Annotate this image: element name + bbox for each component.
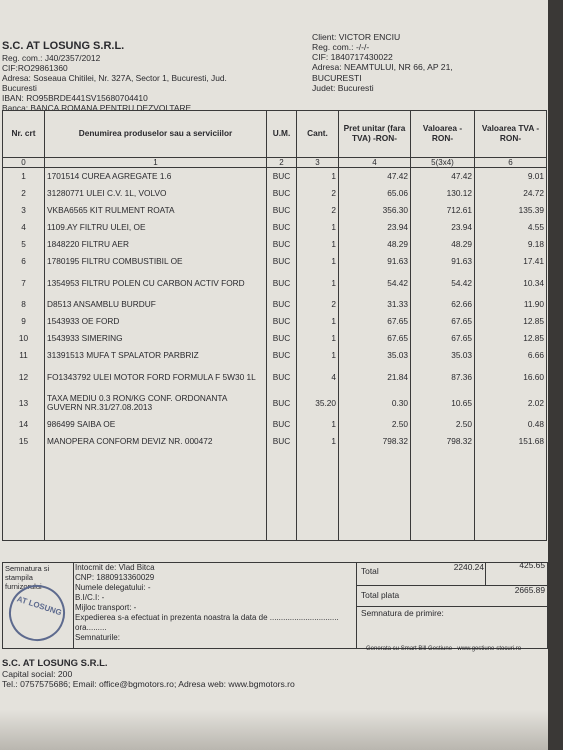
expedierea: Expedierea s-a efectuat in prezenta noastra la data de ...............................: [75, 613, 339, 622]
item-value: 62.66: [411, 296, 475, 313]
supplier-bank: Banca: BANCA ROMANA PENTRU DEZVOLTARE: [2, 102, 192, 113]
item-value: 23.94: [411, 219, 475, 236]
supplier-cif: CIF:RO29861360: [2, 62, 68, 73]
item-value: 48.29: [411, 236, 475, 253]
item-description: 1701514 CUREA AGREGATE 1.6: [45, 168, 267, 186]
item-um: BUC: [267, 202, 297, 219]
item-vat: 24.72: [475, 185, 547, 202]
item-nr: 11: [3, 347, 45, 364]
item-nr: 15: [3, 433, 45, 450]
total-plata-value: 2665.89: [514, 585, 545, 595]
item-unit-price: 31.33: [339, 296, 411, 313]
filler-cell: [45, 450, 267, 541]
item-description: 1354953 FILTRU POLEN CU CARBON ACTIV FORD: [45, 270, 267, 296]
generated-by: Generata cu Smart Bill Gestiune - www.gestiune-stocuri.ro: [366, 646, 522, 652]
table-row: [3, 219, 547, 236]
delivery-info: [75, 563, 355, 643]
item-nr: 10: [3, 330, 45, 347]
item-unit-price: 21.84: [339, 364, 411, 390]
item-nr: 6: [3, 253, 45, 270]
item-value: 54.42: [411, 270, 475, 296]
item-unit-price: 35.03: [339, 347, 411, 364]
item-um: BUC: [267, 253, 297, 270]
total-plata-row: [357, 586, 548, 607]
item-quantity: 1: [297, 219, 339, 236]
item-nr: 8: [3, 296, 45, 313]
item-quantity: 1: [297, 347, 339, 364]
item-um: BUC: [267, 236, 297, 253]
header-um: U.M.: [267, 111, 297, 158]
item-value: 67.65: [411, 330, 475, 347]
item-um: BUC: [267, 416, 297, 433]
filler-cell: [267, 450, 297, 541]
company-name: S.C. AT LOSUNG S.R.L.: [2, 658, 108, 669]
item-quantity: 1: [297, 168, 339, 186]
table-row: [3, 433, 547, 450]
semnaturile: Semnaturile:: [75, 633, 120, 642]
supplier-block: [2, 40, 302, 113]
item-um: BUC: [267, 390, 297, 416]
item-um: BUC: [267, 347, 297, 364]
item-unit-price: 67.65: [339, 313, 411, 330]
table-row: [3, 364, 547, 390]
supplier-iban: IBAN: RO95BRDE441SV15680704410: [2, 92, 148, 103]
index-cell: 6: [475, 158, 547, 168]
item-value: 35.03: [411, 347, 475, 364]
item-vat: 9.01: [475, 168, 547, 186]
table-row: [3, 202, 547, 219]
table-row: [3, 313, 547, 330]
item-nr: 13: [3, 390, 45, 416]
item-description: 1848220 FILTRU AER: [45, 236, 267, 253]
index-cell: 4: [339, 158, 411, 168]
total-plata-label: Total plata: [361, 590, 400, 600]
item-quantity: 2: [297, 202, 339, 219]
filler-cell: [339, 450, 411, 541]
total-label: Total: [361, 566, 379, 576]
item-quantity: 35.20: [297, 390, 339, 416]
stamp-text: AT LOSUNG: [15, 594, 63, 618]
item-value: 47.42: [411, 168, 475, 186]
total-row: [357, 560, 548, 586]
item-vat: 12.85: [475, 313, 547, 330]
cnp: CNP: 1880913360029: [75, 573, 155, 582]
item-nr: 1: [3, 168, 45, 186]
table-body: [3, 168, 547, 541]
item-vat: 135.39: [475, 202, 547, 219]
item-um: BUC: [267, 185, 297, 202]
supplier-name: S.C. AT LOSUNG S.R.L.: [2, 40, 125, 52]
item-um: BUC: [267, 364, 297, 390]
item-description: 1543933 OE FORD: [45, 313, 267, 330]
item-unit-price: 23.94: [339, 219, 411, 236]
item-value: 91.63: [411, 253, 475, 270]
company-contact: Tel.: 0757575686; Email: office@bgmotors.ro; Adresa web: www.bgmotors.ro: [2, 679, 295, 690]
item-value: 10.65: [411, 390, 475, 416]
item-nr: 2: [3, 185, 45, 202]
item-quantity: 1: [297, 330, 339, 347]
item-unit-price: 54.42: [339, 270, 411, 296]
supplier-reg-com: Reg. com.: J40/2357/2012: [2, 52, 101, 63]
item-um: BUC: [267, 219, 297, 236]
semnatura-primire: Semnatura de primire:: [361, 608, 444, 618]
item-nr: 7: [3, 270, 45, 296]
item-description: 1543933 SIMERING: [45, 330, 267, 347]
total-tva: 425.65: [519, 560, 545, 570]
item-unit-price: 65.06: [339, 185, 411, 202]
item-quantity: 1: [297, 433, 339, 450]
item-vat: 0.48: [475, 416, 547, 433]
table-row: [3, 416, 547, 433]
index-cell: 5(3x4): [411, 158, 475, 168]
table-index-row: [3, 158, 547, 168]
item-description: 31391513 MUFA T SPALATOR PARBRIZ: [45, 347, 267, 364]
table-header-row: [3, 111, 547, 158]
item-value: 87.36: [411, 364, 475, 390]
header-denumire: Denumirea produselor sau a serviciilor: [45, 111, 267, 158]
item-um: BUC: [267, 433, 297, 450]
table-row: [3, 185, 547, 202]
item-quantity: 1: [297, 313, 339, 330]
item-vat: 6.66: [475, 347, 547, 364]
table-row: [3, 390, 547, 416]
total-value: 2240.24: [453, 562, 484, 572]
item-unit-price: 47.42: [339, 168, 411, 186]
item-description: TAXA MEDIU 0.3 RON/KG CONF. ORDONANTA GUVERN NR.31/27.08.2013: [45, 390, 267, 416]
item-vat: 12.85: [475, 330, 547, 347]
totals-column: [356, 560, 548, 648]
item-vat: 10.34: [475, 270, 547, 296]
supplier-address: Adresa: Soseaua Chitilei, Nr. 327A, Sector 1, Bucuresti, Jud.: [2, 72, 227, 83]
item-quantity: 2: [297, 185, 339, 202]
items-table: [2, 110, 547, 541]
client-judet: Judet: Bucuresti: [312, 82, 374, 93]
item-vat: 11.90: [475, 296, 547, 313]
item-description: FO1343792 ULEI MOTOR FORD FORMULA F 5W30 1L: [45, 364, 267, 390]
item-unit-price: 91.63: [339, 253, 411, 270]
filler-cell: [411, 450, 475, 541]
table-row: [3, 270, 547, 296]
filler-cell: [3, 450, 45, 541]
ora: ora.........: [75, 623, 107, 632]
table-row: [3, 347, 547, 364]
item-nr: 9: [3, 313, 45, 330]
item-description: 1109.AY FILTRU ULEI, OE: [45, 219, 267, 236]
item-value: 2.50: [411, 416, 475, 433]
item-vat: 9.18: [475, 236, 547, 253]
item-um: BUC: [267, 330, 297, 347]
item-unit-price: 2.50: [339, 416, 411, 433]
item-nr: 5: [3, 236, 45, 253]
stamp-column: [3, 563, 74, 648]
delegat: Numele delegatului: -: [75, 583, 151, 592]
header-tva: Valoarea TVA -RON-: [475, 111, 547, 158]
item-description: 1780195 FILTRU COMBUSTIBIL OE: [45, 253, 267, 270]
index-cell: 1: [45, 158, 267, 168]
supplier-address-city: Bucuresti: [2, 82, 37, 93]
stamp-label: Semnatura si stampila furnizorului: [5, 564, 50, 591]
table-row: [3, 253, 547, 270]
table-row: [3, 168, 547, 186]
index-cell: 2: [267, 158, 297, 168]
item-description: VKBA6565 KIT RULMENT ROATA: [45, 202, 267, 219]
item-unit-price: 67.65: [339, 330, 411, 347]
item-unit-price: 0.30: [339, 390, 411, 416]
item-vat: 17.41: [475, 253, 547, 270]
table-filler-row: [3, 450, 547, 541]
item-nr: 12: [3, 364, 45, 390]
table-row: [3, 330, 547, 347]
item-description: MANOPERA CONFORM DEVIZ NR. 000472: [45, 433, 267, 450]
item-unit-price: 356.30: [339, 202, 411, 219]
index-cell: 3: [297, 158, 339, 168]
item-quantity: 4: [297, 364, 339, 390]
item-quantity: 1: [297, 253, 339, 270]
client-address: Adresa: NEAMTULUI, NR 66, AP 21,: [312, 62, 453, 73]
client-reg-com: Reg. com.: -/-/-: [312, 42, 370, 53]
company-footer: [2, 658, 295, 689]
item-value: 712.61: [411, 202, 475, 219]
item-vat: 2.02: [475, 390, 547, 416]
item-quantity: 1: [297, 270, 339, 296]
client-name: Client: VICTOR ENCIU: [312, 32, 401, 42]
item-vat: 151.68: [475, 433, 547, 450]
page-shadow: [0, 710, 548, 750]
item-value: 67.65: [411, 313, 475, 330]
header-pret: Pret unitar (fara TVA) -RON-: [339, 111, 411, 158]
item-nr: 3: [3, 202, 45, 219]
invoice-footer: [2, 562, 548, 649]
item-quantity: 1: [297, 236, 339, 253]
item-quantity: 2: [297, 296, 339, 313]
index-cell: 0: [3, 158, 45, 168]
company-capital: Capital social: 200: [2, 669, 73, 680]
item-value: 798.32: [411, 433, 475, 450]
filler-cell: [475, 450, 547, 541]
client-address-city: BUCURESTI: [312, 72, 362, 83]
filler-cell: [297, 450, 339, 541]
item-unit-price: 798.32: [339, 433, 411, 450]
table-row: [3, 296, 547, 313]
item-um: BUC: [267, 270, 297, 296]
header-valoare: Valoarea -RON-: [411, 111, 475, 158]
item-nr: 14: [3, 416, 45, 433]
item-um: BUC: [267, 168, 297, 186]
bi-ci: B.I/C.I: -: [75, 593, 105, 602]
item-um: BUC: [267, 313, 297, 330]
item-description: 31280771 ULEI C.V. 1L, VOLVO: [45, 185, 267, 202]
client-cif: CIF: 1840717430022: [312, 52, 393, 63]
header-cant: Cant.: [297, 111, 339, 158]
header-nr-crt: Nr. crt: [3, 111, 45, 158]
item-nr: 4: [3, 219, 45, 236]
item-quantity: 1: [297, 416, 339, 433]
item-value: 130.12: [411, 185, 475, 202]
table-row: [3, 236, 547, 253]
item-vat: 4.55: [475, 219, 547, 236]
intocmit-de: Intocmit de: Vlad Bitca: [75, 563, 155, 572]
item-unit-price: 48.29: [339, 236, 411, 253]
item-vat: 16.60: [475, 364, 547, 390]
item-description: D8513 ANSAMBLU BURDUF: [45, 296, 267, 313]
client-block: [312, 32, 532, 93]
item-um: BUC: [267, 296, 297, 313]
transport: Mijloc transport: -: [75, 603, 137, 612]
item-description: 986499 SAIBA OE: [45, 416, 267, 433]
